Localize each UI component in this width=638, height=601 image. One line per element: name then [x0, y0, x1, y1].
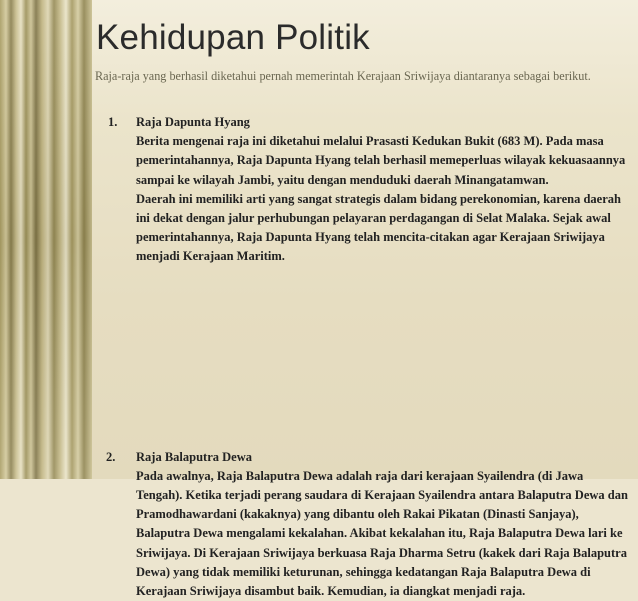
- list-item: [108, 448, 628, 601]
- decorative-stripe-shade: [0, 0, 92, 479]
- intro-text: Raja-raja yang berhasil diketahui pernah memerintah Kerajaan Sriwijaya diantaranya sebagai berikut.: [95, 69, 591, 83]
- list-item-heading: Raja Dapunta Hyang: [136, 115, 250, 129]
- slide-title: Kehidupan Politik: [96, 18, 370, 57]
- list-item-heading: Raja Balaputra Dewa: [136, 449, 252, 464]
- list-number: 1.: [108, 115, 118, 129]
- list-item-paragraph: Berita mengenai raja ini diketahui melalui Prasasti Kedukan Bukit (683 M). Pada masa pemerintahannya, Raja Dapunta Hyang telah berhasil memeperluas wilayak kekuasaannya sampai ke wilayah Jambi, yaitu dengan menduduki daerah Minangatamwan.: [136, 134, 626, 187]
- list-item-paragraph: Pada awalnya, Raja Balaputra Dewa adalah raja dari kerajaan Syailendra (di Jawa Tengah). Ketika terjadi perang saudara di Kerajaan Syailendra antara Balaputra Dewa dan Pramodhawardani (kakaknya) yang dibantu oleh Rakai Pikatan (Dinasti Sanjaya), Balaputra Dewa mengalami kekalahan. Akibat kekalahan itu, Raja Balaputra Dewa lari ke Sriwijaya. Di Kerajaan Sriwijaya berkuasa Raja Dharma Setru (kakek dari Raja Balaputra Dewa) yang tidak memiliki keturunan, sehingga kedatangan Raja Balaputra Dewa di Kerajaan Sriwijaya disambut baik. Kemudian, ia diangkat menjadi raja.: [136, 468, 628, 599]
- list-number: 2.: [106, 449, 116, 464]
- list-item: [108, 113, 628, 267]
- list-item-paragraph: Daerah ini memiliki arti yang sangat strategis dalam bidang perekonomian, karena daerah ini dekat dengan jalur perhubungan pelayaran perdagangan di Selat Malaka. Sejak awal pemerintahannya, Raja Dapunta Hyang telah mencita-citakan agar Kerajaan Sriwijaya menjadi Kerajaan Maritim.: [136, 191, 621, 264]
